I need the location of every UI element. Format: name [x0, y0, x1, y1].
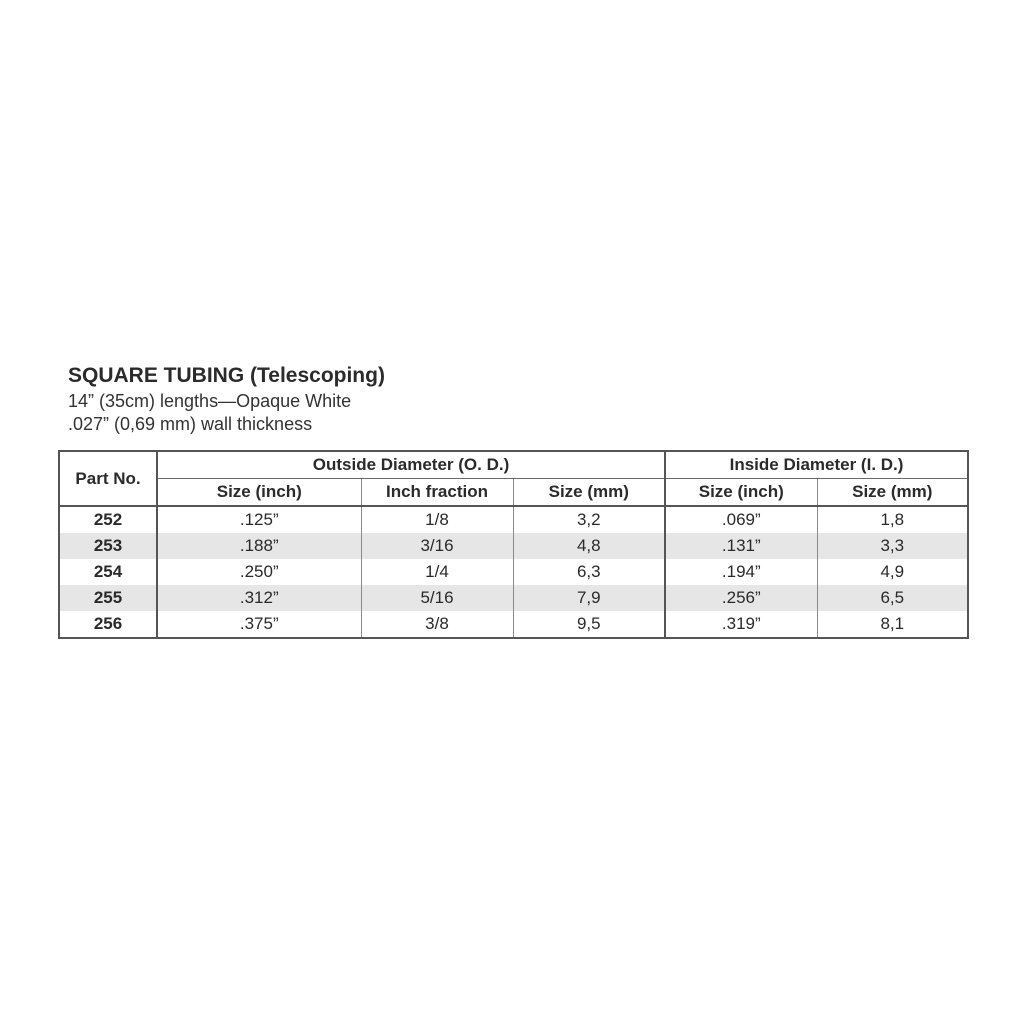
id-size-mm-header: Size (mm)	[817, 479, 968, 507]
od-size-mm-cell: 4,8	[513, 533, 665, 559]
od-fraction-cell: 1/8	[361, 506, 513, 533]
od-fraction-cell: 1/4	[361, 559, 513, 585]
od-size-inch-cell: .125”	[157, 506, 361, 533]
id-size-inch-cell: .131”	[665, 533, 817, 559]
id-size-mm-cell: 1,8	[817, 506, 968, 533]
length-description: 14” (35cm) lengths—Opaque White	[68, 391, 352, 411]
id-size-inch-cell: .194”	[665, 559, 817, 585]
id-size-inch-cell: .319”	[665, 611, 817, 638]
id-size-inch-cell: .256”	[665, 585, 817, 611]
od-inch-fraction-header: Inch fraction	[361, 479, 513, 507]
id-size-mm-cell: 8,1	[817, 611, 968, 638]
od-size-inch-cell: .250”	[157, 559, 361, 585]
id-size-inch-cell: .069”	[665, 506, 817, 533]
tubing-spec-table	[58, 450, 969, 639]
part-number-cell: 252	[59, 506, 157, 533]
od-fraction-cell: 5/16	[361, 585, 513, 611]
id-size-inch-header: Size (inch)	[665, 479, 817, 507]
wall-thickness-description: .027” (0,69 mm) wall thickness	[68, 414, 313, 434]
page-title: SQUARE TUBING (Telescoping)	[68, 364, 385, 387]
id-size-mm-cell: 3,3	[817, 533, 968, 559]
outside-diameter-header: Outside Diameter (O. D.)	[157, 451, 665, 479]
od-size-mm-cell: 7,9	[513, 585, 665, 611]
table-row	[59, 533, 968, 559]
od-size-inch-cell: .188”	[157, 533, 361, 559]
od-size-mm-cell: 9,5	[513, 611, 665, 638]
table-row	[59, 611, 968, 638]
part-number-cell: 256	[59, 611, 157, 638]
od-size-inch-cell: .312”	[157, 585, 361, 611]
part-no-header: Part No.	[59, 451, 157, 506]
od-size-inch-cell: .375”	[157, 611, 361, 638]
id-size-mm-cell: 6,5	[817, 585, 968, 611]
table-row	[59, 585, 968, 611]
table-row	[59, 506, 968, 533]
table-sub-header-row	[59, 479, 968, 507]
part-number-cell: 253	[59, 533, 157, 559]
id-size-mm-cell: 4,9	[817, 559, 968, 585]
od-size-inch-header: Size (inch)	[157, 479, 361, 507]
od-fraction-cell: 3/16	[361, 533, 513, 559]
od-size-mm-cell: 3,2	[513, 506, 665, 533]
table-row	[59, 559, 968, 585]
part-number-cell: 255	[59, 585, 157, 611]
od-fraction-cell: 3/8	[361, 611, 513, 638]
heading-block	[68, 362, 768, 436]
od-size-mm-header: Size (mm)	[513, 479, 665, 507]
part-number-cell: 254	[59, 559, 157, 585]
od-size-mm-cell: 6,3	[513, 559, 665, 585]
table-group-header-row	[59, 451, 968, 479]
inside-diameter-header: Inside Diameter (I. D.)	[665, 451, 968, 479]
